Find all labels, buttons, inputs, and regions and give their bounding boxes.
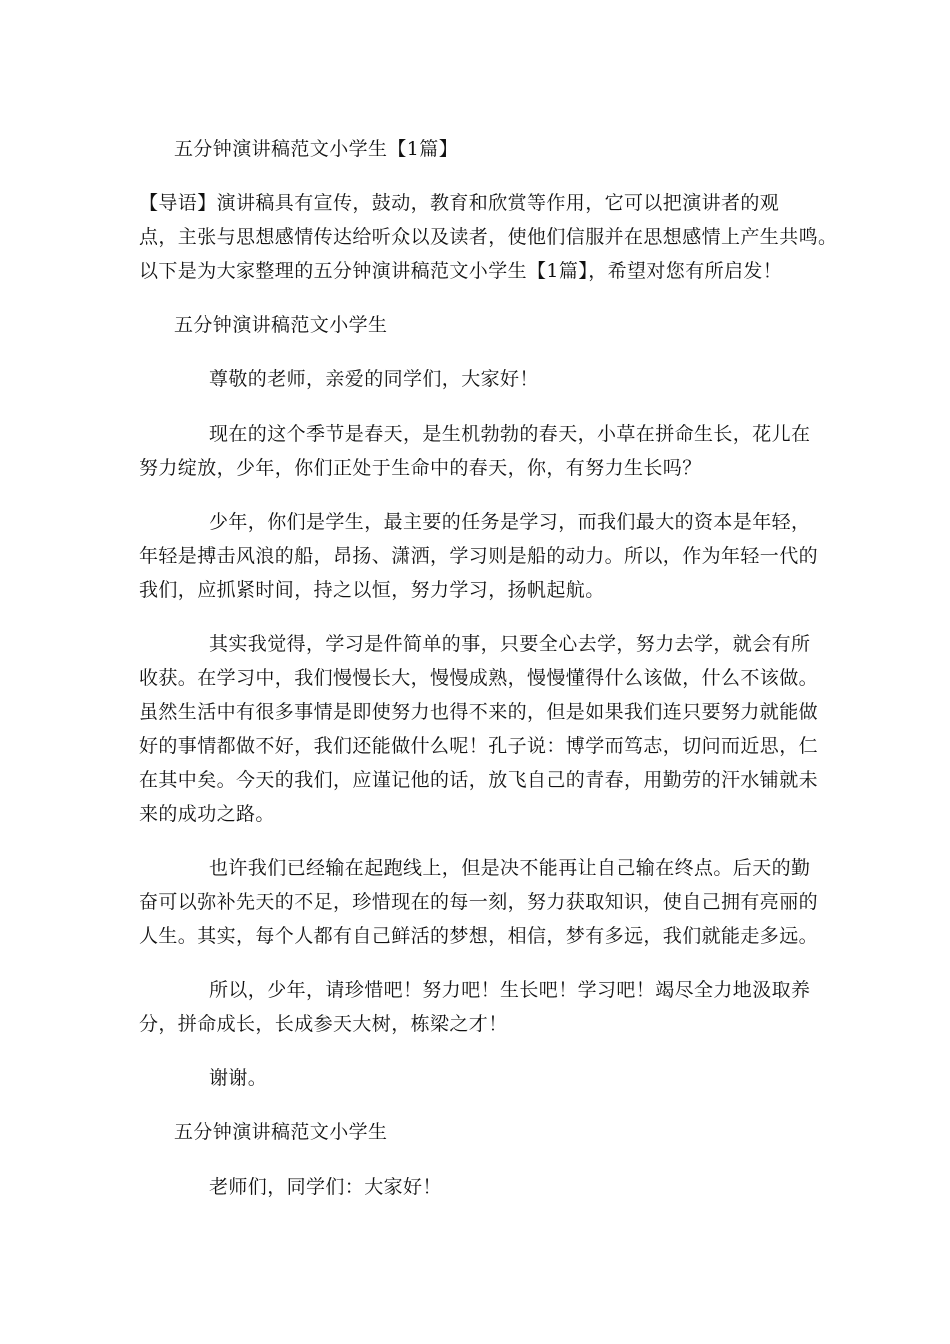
paragraph-line: 也许我们已经输在起跑线上，但是决不能再让自己输在终点。后天的勤 bbox=[209, 857, 811, 879]
paragraph-line: 少年，你们是学生，最主要的任务是学习，而我们最大的资本是年轻， bbox=[209, 511, 811, 533]
paragraph-line: 分，拼命成长，长成参天大树，栋梁之才！ bbox=[139, 1013, 508, 1035]
intro-line-2: 点，主张与思想感情传达给听众以及读者，使他们信服并在思想感情上产生共鸣。 bbox=[139, 226, 838, 248]
paragraph-line: 在其中矣。今天的我们，应谨记他的话，放飞自己的青春，用勤劳的汗水铺就未 bbox=[139, 769, 819, 791]
paragraph-line: 来的成功之路。 bbox=[139, 803, 275, 825]
paragraph-line: 人生。其实，每个人都有自己鲜活的梦想，相信，梦有多远，我们就能走多远。 bbox=[139, 925, 819, 947]
paragraph-line: 好的事情都做不好，我们还能做什么呢！孔子说：博学而笃志，切问而近思，仁 bbox=[139, 735, 819, 757]
paragraph-line: 虽然生活中有很多事情是即使努力也得不来的，但是如果我们连只要努力就能做 bbox=[139, 701, 819, 723]
intro-line-3: 以下是为大家整理的五分钟演讲稿范文小学生【1篇】，希望对您有所启发！ bbox=[139, 260, 783, 282]
paragraph-line: 收获。在学习中，我们慢慢长大，慢慢成熟，慢慢懂得什么该做，什么不该做。 bbox=[139, 667, 819, 689]
paragraph-line: 年轻是搏击风浪的船，昂扬、潇洒，学习则是船的动力。所以，作为年轻一代的 bbox=[139, 545, 819, 567]
paragraph-line: 努力绽放，少年，你们正处于生命中的春天，你，有努力生长吗？ bbox=[139, 457, 702, 479]
paragraph-line: 我们，应抓紧时间，持之以恒，努力学习，扬帆起航。 bbox=[139, 579, 605, 601]
greeting: 尊敬的老师，亲爱的同学们，大家好！ bbox=[209, 368, 539, 390]
section-heading: 五分钟演讲稿范文小学生 bbox=[174, 314, 388, 336]
section-heading: 五分钟演讲稿范文小学生 bbox=[174, 1121, 388, 1143]
greeting: 老师们，同学们：大家好！ bbox=[209, 1176, 442, 1198]
paragraph-line: 所以，少年，请珍惜吧！努力吧！生长吧！学习吧！竭尽全力地汲取养 bbox=[209, 979, 811, 1001]
paragraph-line: 现在的这个季节是春天，是生机勃勃的春天，小草在拼命生长，花儿在 bbox=[209, 423, 811, 445]
closing: 谢谢。 bbox=[209, 1067, 268, 1089]
paragraph-line: 奋可以弥补先天的不足，珍惜现在的每一刻，努力获取知识，使自己拥有亮丽的 bbox=[139, 891, 819, 913]
document-title: 五分钟演讲稿范文小学生【1篇】 bbox=[174, 138, 459, 160]
paragraph-line: 其实我觉得，学习是件简单的事，只要全心去学，努力去学，就会有所 bbox=[209, 633, 811, 655]
intro-line-1: 【导语】演讲稿具有宣传，鼓动，教育和欣赏等作用，它可以把演讲者的观 bbox=[139, 192, 780, 214]
